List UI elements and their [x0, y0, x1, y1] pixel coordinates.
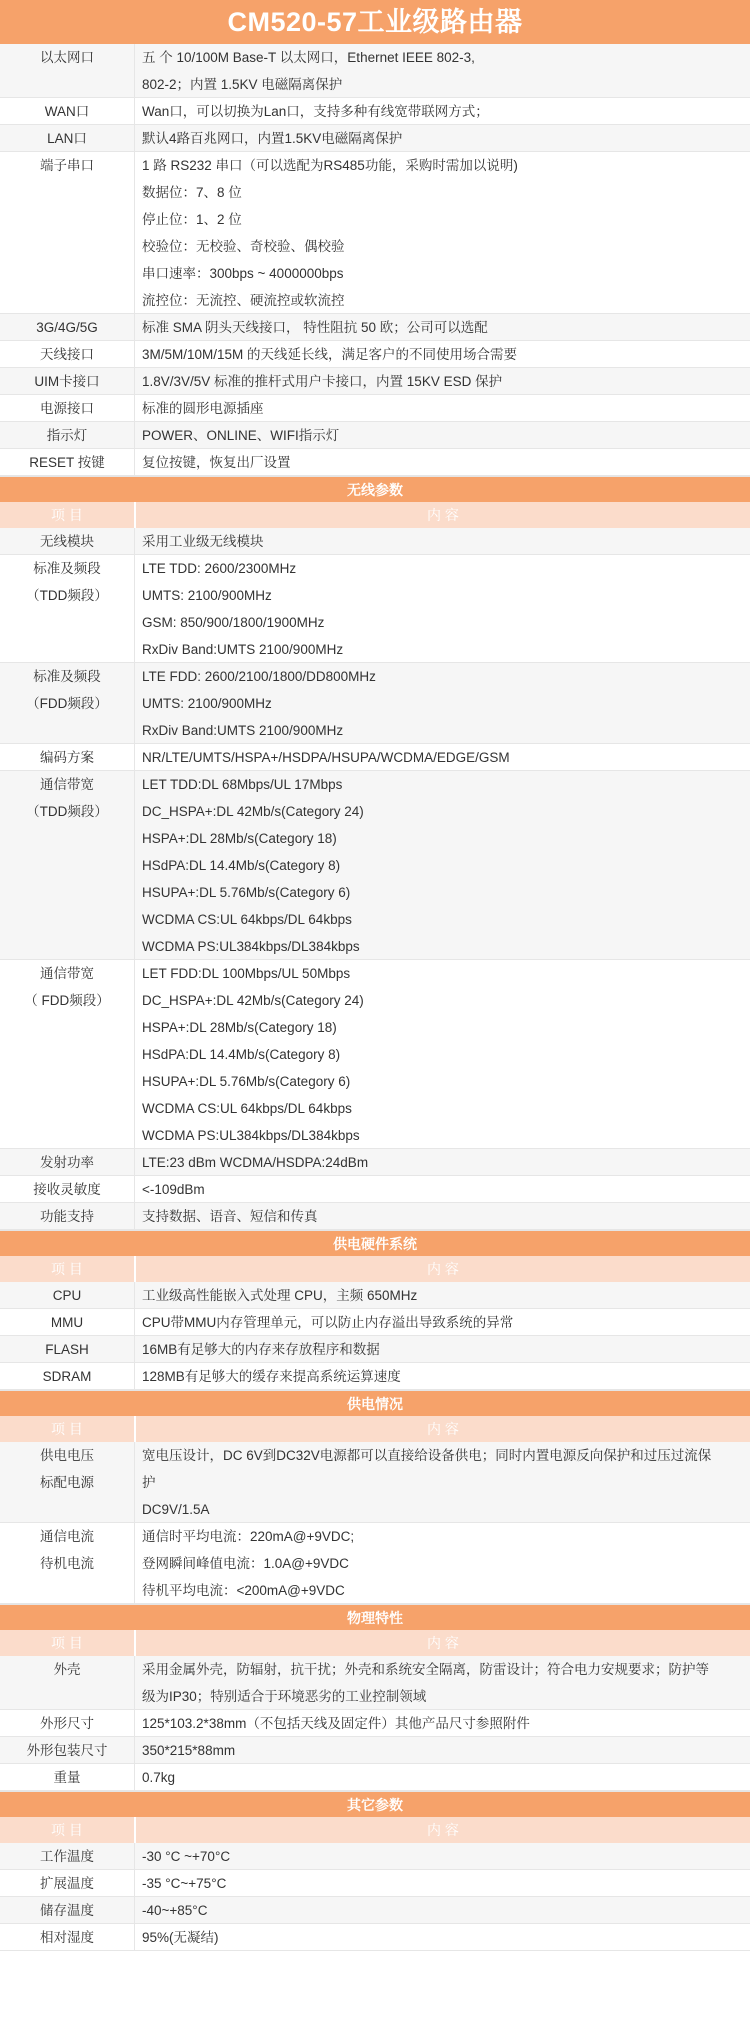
- row-value: [142, 1363, 742, 1390]
- value-line: 宽电压设计，DC 6V到DC32V电源都可以直接给设备供电；同时内置电源反向保护和过压过流保: [142, 1448, 712, 1463]
- label-text: 标配电源: [40, 1475, 94, 1490]
- value-line: 工业级高性能嵌入式处理 CPU，主频 650MHz: [142, 1288, 418, 1303]
- row-value: [142, 449, 742, 476]
- row-label: [0, 314, 135, 340]
- value-line: WCDMA PS:UL384kbps/DL384kbps: [142, 1128, 360, 1143]
- value-line: WCDMA CS:UL 64kbps/DL 64kbps: [142, 1101, 352, 1116]
- column-header-content: 内 容: [427, 1421, 459, 1437]
- label-text: （TDD频段）: [26, 588, 108, 603]
- value-line: 3M/5M/10M/15M 的天线延长线，满足客户的不同使用场合需要: [142, 347, 518, 362]
- row-label: [0, 663, 135, 743]
- value-line: HSdPA:DL 14.4Mb/s(Category 8): [142, 1047, 341, 1062]
- row-value: [142, 555, 742, 663]
- table-row: [0, 663, 750, 744]
- row-value: [142, 960, 742, 1149]
- label-text: 3G/4G/5G: [36, 320, 98, 335]
- value-line: 采用工业级无线模块: [142, 534, 264, 549]
- label-text: 工作温度: [40, 1849, 94, 1864]
- row-label: [0, 744, 135, 770]
- column-header-row: [0, 1256, 750, 1282]
- value-line: 350*215*88mm: [142, 1743, 236, 1758]
- row-label: [0, 422, 135, 448]
- value-line: 默认4路百兆网口，内置1.5KV电磁隔离保护: [142, 131, 403, 146]
- label-text: 以太网口: [40, 50, 94, 65]
- table-row: [0, 98, 750, 125]
- label-text: 通信电流: [40, 1529, 94, 1544]
- value-line: WCDMA CS:UL 64kbps/DL 64kbps: [142, 912, 352, 927]
- row-label: [0, 1870, 135, 1896]
- row-label: [0, 960, 135, 1148]
- row-value: [142, 341, 742, 368]
- column-header-row: [0, 1416, 750, 1442]
- value-line: UMTS: 2100/900MHz: [142, 696, 272, 711]
- value-line: CPU带MMU内存管理单元，可以防止内存溢出导致系统的异常: [142, 1315, 514, 1330]
- value-line: 五 个 10/100M Base-T 以太网口，Ethernet IEEE 802-3,: [142, 50, 475, 65]
- row-label: [0, 1523, 135, 1603]
- column-header-item: 项 目: [0, 502, 136, 528]
- row-label: [0, 341, 135, 367]
- row-label: [0, 1282, 135, 1308]
- label-text: 待机电流: [40, 1556, 94, 1571]
- row-label: [0, 368, 135, 394]
- value-line: 级为IP30；特别适合于环境恶劣的工业控制领域: [142, 1689, 427, 1704]
- table-row: [0, 555, 750, 663]
- value-line: GSM: 850/900/1800/1900MHz: [142, 615, 325, 630]
- value-line: 802-2；内置 1.5KV 电磁隔离保护: [142, 77, 343, 92]
- row-value: [142, 1442, 742, 1523]
- column-header-item: 项 目: [0, 1630, 136, 1656]
- value-line: 1.8V/3V/5V 标准的推杆式用户卡接口，内置 15KV ESD 保护: [142, 374, 503, 389]
- column-header-item: 项 目: [0, 1416, 136, 1442]
- row-value: [142, 395, 742, 422]
- label-text: 编码方案: [40, 750, 94, 765]
- row-value: [142, 1149, 742, 1176]
- label-text: （TDD频段）: [26, 804, 108, 819]
- row-label: [0, 1656, 135, 1709]
- value-line: NR/LTE/UMTS/HSPA+/HSDPA/HSUPA/WCDMA/EDGE/GSM: [142, 750, 510, 765]
- label-text: MMU: [50, 1315, 84, 1330]
- column-header-content: 内 容: [427, 1635, 459, 1651]
- row-label: [0, 1442, 135, 1522]
- table-row: [0, 1897, 750, 1924]
- row-value: [142, 1843, 742, 1870]
- section-header: 物理特性: [0, 1604, 750, 1630]
- table-row: [0, 1523, 750, 1604]
- section-header: 供电硬件系统: [0, 1230, 750, 1256]
- row-label: [0, 1924, 135, 1950]
- label-text: 通信带宽: [40, 966, 94, 981]
- row-value: [142, 1870, 742, 1897]
- table-row: [0, 341, 750, 368]
- row-label: [0, 1764, 135, 1790]
- value-line: 复位按键，恢复出厂设置: [142, 455, 291, 470]
- table-row: [0, 152, 750, 314]
- value-line: 支持数据、语音、短信和传真: [142, 1209, 318, 1224]
- value-line: LTE:23 dBm WCDMA/HSDPA:24dBm: [142, 1155, 369, 1170]
- column-header-item: 项 目: [0, 1256, 136, 1282]
- row-label: [0, 1176, 135, 1202]
- value-line: LET FDD:DL 100Mbps/UL 50Mbps: [142, 966, 351, 981]
- table-row: [0, 422, 750, 449]
- table-row: [0, 1764, 750, 1791]
- row-value: [142, 1309, 742, 1336]
- row-value: [142, 1203, 742, 1230]
- label-text: 功能支持: [40, 1209, 94, 1224]
- label-text: 外形尺寸: [40, 1716, 94, 1731]
- table-row: [0, 771, 750, 960]
- label-text: 重量: [53, 1770, 81, 1785]
- value-line: 护: [142, 1475, 156, 1490]
- value-line: RxDiv Band:UMTS 2100/900MHz: [142, 723, 344, 738]
- label-text: 无线模块: [40, 534, 94, 549]
- label-text: （ FDD频段）: [24, 993, 110, 1008]
- label-text: CPU: [52, 1288, 82, 1303]
- column-header-content: 内 容: [427, 507, 459, 523]
- label-text: 发射功率: [40, 1155, 94, 1170]
- value-line: LET TDD:DL 68Mbps/UL 17Mbps: [142, 777, 343, 792]
- row-label: [0, 528, 135, 554]
- value-line: 待机平均电流：<200mA@+9VDC: [142, 1583, 345, 1598]
- value-line: 数据位：7、8 位: [142, 185, 242, 200]
- row-label: [0, 44, 135, 97]
- section-header: 供电情况: [0, 1390, 750, 1416]
- table-row: [0, 1309, 750, 1336]
- table-row: [0, 1924, 750, 1951]
- value-line: -30 °C ~+70°C: [142, 1849, 231, 1864]
- row-value: [142, 422, 742, 449]
- table-row: [0, 1442, 750, 1523]
- table-row: [0, 960, 750, 1149]
- row-value: [142, 744, 742, 771]
- label-text: 供电电压: [40, 1448, 94, 1463]
- table-row: [0, 1336, 750, 1363]
- value-line: HSUPA+:DL 5.76Mb/s(Category 6): [142, 885, 351, 900]
- table-row: [0, 1363, 750, 1390]
- table-row: [0, 125, 750, 152]
- label-text: UIM卡接口: [34, 374, 100, 389]
- label-text: 天线接口: [40, 347, 94, 362]
- section-header: 其它参数: [0, 1791, 750, 1817]
- value-line: 128MB有足够大的缓存来提高系统运算速度: [142, 1369, 401, 1384]
- value-line: DC9V/1.5A: [142, 1502, 210, 1517]
- table-row: [0, 1176, 750, 1203]
- label-text: 接收灵敏度: [33, 1182, 101, 1197]
- label-text: 标准及频段: [33, 669, 101, 684]
- value-line: 125*103.2*38mm（不包括天线及固定件）其他产品尺寸参照附件: [142, 1716, 530, 1731]
- value-line: 16MB有足够大的内存来存放程序和数据: [142, 1342, 380, 1357]
- table-row: [0, 314, 750, 341]
- label-text: 外壳: [53, 1662, 81, 1677]
- row-value: [142, 1176, 742, 1203]
- row-value: [142, 125, 742, 152]
- row-value: [142, 1336, 742, 1363]
- table-row: [0, 1203, 750, 1230]
- table-row: [0, 395, 750, 422]
- row-value: [142, 1523, 742, 1604]
- label-text: 扩展温度: [40, 1876, 94, 1891]
- row-value: [142, 663, 742, 744]
- row-label: [0, 1149, 135, 1175]
- row-value: [142, 314, 742, 341]
- label-text: 端子串口: [40, 158, 94, 173]
- table-row: [0, 1710, 750, 1737]
- section-header: 无线参数: [0, 476, 750, 502]
- label-text: （FDD频段）: [26, 696, 108, 711]
- table-row: [0, 1656, 750, 1710]
- page-title: CM520-57工业级路由器: [0, 0, 750, 44]
- row-label: [0, 1710, 135, 1736]
- row-value: [142, 98, 742, 125]
- value-line: 校验位：无校验、奇校验、偶校验: [142, 239, 345, 254]
- value-line: 0.7kg: [142, 1770, 176, 1785]
- table-row: [0, 1843, 750, 1870]
- value-line: LTE TDD: 2600/2300MHz: [142, 561, 297, 576]
- row-label: [0, 1897, 135, 1923]
- row-label: [0, 1203, 135, 1229]
- value-line: 标准的圆形电源插座: [142, 401, 264, 416]
- table-row: [0, 368, 750, 395]
- label-text: 通信带宽: [40, 777, 94, 792]
- row-value: [142, 1656, 742, 1710]
- column-header-row: [0, 1630, 750, 1656]
- label-text: 相对湿度: [40, 1930, 94, 1945]
- value-line: WCDMA PS:UL384kbps/DL384kbps: [142, 939, 360, 954]
- value-line: -40~+85°C: [142, 1903, 208, 1918]
- value-line: 标准 SMA 阴头天线接口， 特性阻抗 50 欧；公司可以选配: [142, 320, 488, 335]
- label-text: 指示灯: [46, 428, 88, 443]
- row-label: [0, 1309, 135, 1335]
- value-line: 流控位：无流控、硬流控或软流控: [142, 293, 345, 308]
- row-label: [0, 1843, 135, 1869]
- row-value: [142, 1897, 742, 1924]
- label-text: 储存温度: [40, 1903, 94, 1918]
- value-line: HSPA+:DL 28Mb/s(Category 18): [142, 1020, 337, 1035]
- table-row: [0, 44, 750, 98]
- row-label: [0, 1363, 135, 1389]
- table-row: [0, 528, 750, 555]
- table-row: [0, 1870, 750, 1897]
- label-text: RESET 按键: [29, 455, 105, 470]
- value-line: -35 °C~+75°C: [142, 1876, 227, 1891]
- table-row: [0, 1737, 750, 1764]
- row-value: [142, 771, 742, 960]
- row-label: [0, 771, 135, 959]
- row-value: [142, 1737, 742, 1764]
- label-text: 电源接口: [40, 401, 94, 416]
- label-text: 外形包装尺寸: [26, 1743, 108, 1758]
- row-label: [0, 152, 135, 313]
- row-value: [142, 1764, 742, 1791]
- row-label: [0, 395, 135, 421]
- value-line: 1 路 RS232 串口（可以选配为RS485功能，采购时需加以说明): [142, 158, 518, 173]
- column-header-row: [0, 502, 750, 528]
- row-value: [142, 1710, 742, 1737]
- column-header-content: 内 容: [427, 1261, 459, 1277]
- value-line: HSdPA:DL 14.4Mb/s(Category 8): [142, 858, 341, 873]
- row-value: [142, 1924, 742, 1951]
- row-value: [142, 528, 742, 555]
- label-text: SDRAM: [42, 1369, 92, 1384]
- value-line: RxDiv Band:UMTS 2100/900MHz: [142, 642, 344, 657]
- row-label: [0, 449, 135, 475]
- label-text: WAN口: [44, 104, 90, 119]
- value-line: 通信时平均电流：220mA@+9VDC;: [142, 1529, 355, 1544]
- row-label: [0, 1336, 135, 1362]
- table-row: [0, 449, 750, 476]
- label-text: 标准及频段: [33, 561, 101, 576]
- value-line: <-109dBm: [142, 1182, 205, 1197]
- column-header-content: 内 容: [427, 1822, 459, 1838]
- table-row: [0, 1149, 750, 1176]
- row-value: [142, 152, 742, 314]
- table-row: [0, 1282, 750, 1309]
- row-value: [142, 368, 742, 395]
- value-line: POWER、ONLINE、WIFI指示灯: [142, 428, 340, 443]
- value-line: 停止位：1、2 位: [142, 212, 242, 227]
- value-line: 95%(无凝结): [142, 1930, 219, 1945]
- row-label: [0, 125, 135, 151]
- row-label: [0, 98, 135, 124]
- value-line: HSUPA+:DL 5.76Mb/s(Category 6): [142, 1074, 351, 1089]
- column-header-item: 项 目: [0, 1817, 136, 1843]
- value-line: 采用金属外壳，防辐射，抗干扰；外壳和系统安全隔离，防雷设计；符合电力安规要求；防护等: [142, 1662, 709, 1677]
- row-value: [142, 44, 742, 98]
- table-row: [0, 744, 750, 771]
- row-value: [142, 1282, 742, 1309]
- value-line: HSPA+:DL 28Mb/s(Category 18): [142, 831, 337, 846]
- value-line: 串口速率：300bps ~ 4000000bps: [142, 266, 344, 281]
- label-text: LAN口: [47, 131, 87, 146]
- value-line: LTE FDD: 2600/2100/1800/DD800MHz: [142, 669, 376, 684]
- value-line: DC_HSPA+:DL 42Mb/s(Category 24): [142, 993, 364, 1008]
- row-label: [0, 555, 135, 662]
- value-line: 登网瞬间峰值电流：1.0A@+9VDC: [142, 1556, 349, 1571]
- value-line: UMTS: 2100/900MHz: [142, 588, 272, 603]
- value-line: DC_HSPA+:DL 42Mb/s(Category 24): [142, 804, 364, 819]
- value-line: Wan口，可以切换为Lan口，支持多种有线宽带联网方式；: [142, 104, 489, 119]
- column-header-row: [0, 1817, 750, 1843]
- row-label: [0, 1737, 135, 1763]
- label-text: FLASH: [45, 1342, 89, 1357]
